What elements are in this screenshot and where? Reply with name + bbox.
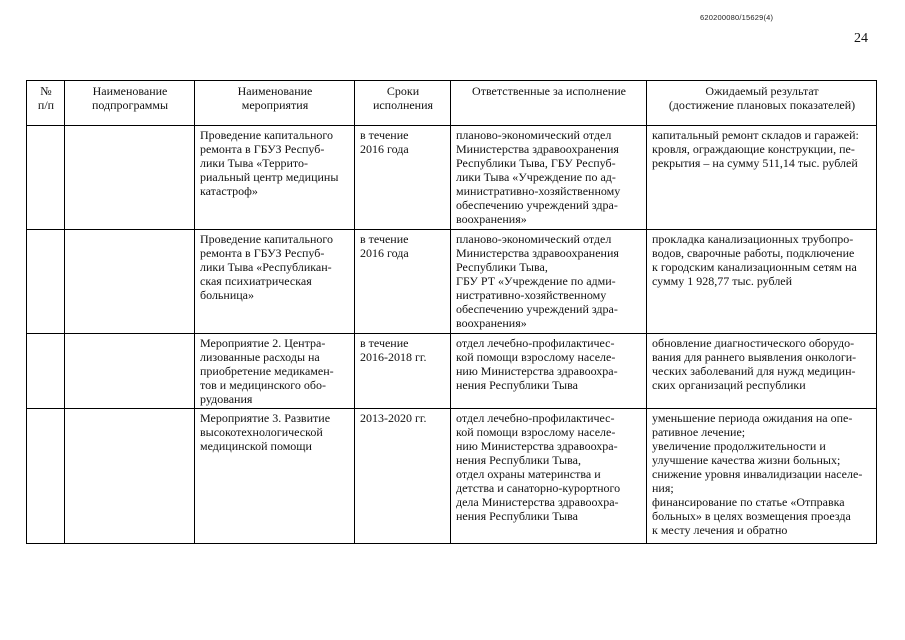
- cell-number: [27, 334, 65, 409]
- cell-event: Мероприятие 2. Центра- лизованные расходы на приобретение медикамен- тов и медицинского обо- рудования: [195, 334, 355, 409]
- cell-responsible: планово-экономический отдел Министерства здравоохранения Республики Тыва, ГБУ РТ «Учреждение по адми- нистративно-хозяйственному обеспечению учреждений здра- воохранения»: [451, 230, 647, 334]
- cell-subprogram: [65, 126, 195, 230]
- table-row: [27, 334, 877, 409]
- cell-subprogram: [65, 409, 195, 544]
- column-header-term: Сроки исполнения: [355, 81, 451, 126]
- cell-event: Мероприятие 3. Развитие высокотехнологической медицинской помощи: [195, 409, 355, 544]
- cell-result: капитальный ремонт складов и гаражей: кровля, ограждающие конструкции, пе- рекрытия – на сумму 511,14 тыс. рублей: [647, 126, 877, 230]
- cell-number: [27, 409, 65, 544]
- cell-number: [27, 126, 65, 230]
- cell-term: 2013-2020 гг.: [355, 409, 451, 544]
- cell-term: в течение 2016 года: [355, 230, 451, 334]
- column-header-subprogram: Наименование подпрограммы: [65, 81, 195, 126]
- column-header-event: Наименование мероприятия: [195, 81, 355, 126]
- cell-event: Проведение капитального ремонта в ГБУЗ Респуб- лики Тыва «Террито- риальный центр медицины катастроф»: [195, 126, 355, 230]
- document-code: 620200080/15629(4): [700, 13, 774, 22]
- cell-responsible: отдел лечебно-профилактичес- кой помощи взрослому населе- нию Министерства здравоохра- нения Республики Тыва: [451, 334, 647, 409]
- page-number: 24: [854, 31, 868, 46]
- table-row: [27, 230, 877, 334]
- table-header-row: [27, 81, 877, 126]
- cell-responsible: планово-экономический отдел Министерства здравоохранения Республики Тыва, ГБУ Респуб- лики Тыва «Учреждение по ад- министративно-хозяйственному обеспечению учреждений здра- воохранения»: [451, 126, 647, 230]
- cell-result: прокладка канализационных трубопро- водов, сварочные работы, подключение к городским канализационным сетям на сумму 1 928,77 тыс. рублей: [647, 230, 877, 334]
- column-header-responsible: Ответственные за исполнение: [451, 81, 647, 126]
- cell-event: Проведение капитального ремонта в ГБУЗ Респуб- лики Тыва «Республикан- ская психиатрическая больница»: [195, 230, 355, 334]
- cell-term: в течение 2016-2018 гг.: [355, 334, 451, 409]
- table-row: [27, 126, 877, 230]
- cell-subprogram: [65, 230, 195, 334]
- events-table: [26, 80, 877, 544]
- cell-result: обновление диагностического оборудо- вания для раннего выявления онкологи- ческих заболеваний для нужд медицин- ских организаций республики: [647, 334, 877, 409]
- cell-term: в течение 2016 года: [355, 126, 451, 230]
- column-header-number: № п/п: [27, 81, 65, 126]
- cell-number: [27, 230, 65, 334]
- table-row: [27, 409, 877, 544]
- column-header-result: Ожидаемый результат (достижение плановых показателей): [647, 81, 877, 126]
- cell-responsible: отдел лечебно-профилактичес- кой помощи взрослому населе- нию Министерства здравоохра- нения Республики Тыва, отдел охраны материнства и детства и санаторно-курортного дела Министерства здравоохра- нения Республики Тыва: [451, 409, 647, 544]
- cell-result: уменьшение периода ожидания на опе- ративное лечение; увеличение продолжительности и улучшение качества жизни больных; снижение уровня инвалидизации населе- ния; финансирование по статье «Отправка больных» в целях возмещения проезда к месту лечения и обратно: [647, 409, 877, 544]
- cell-subprogram: [65, 334, 195, 409]
